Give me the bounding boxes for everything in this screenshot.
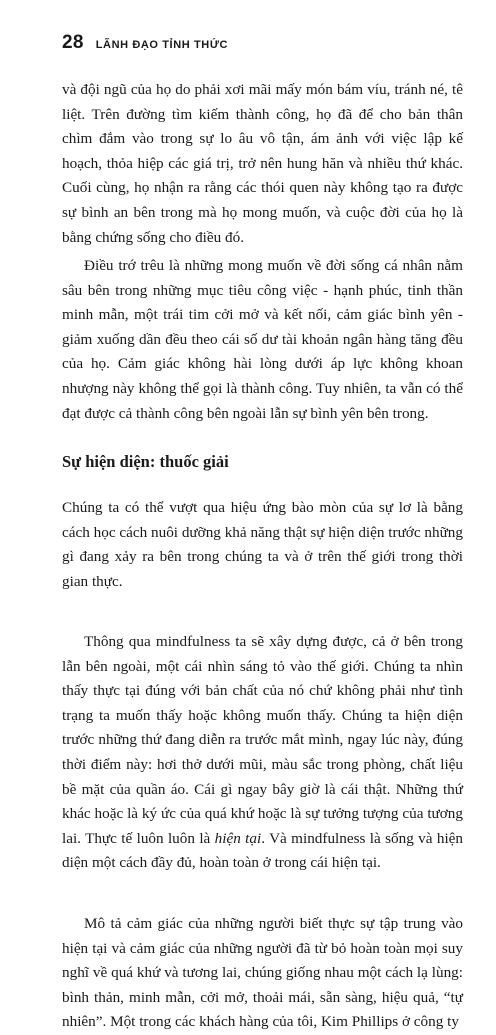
page-number: 28 — [62, 32, 84, 53]
section-paragraph-1 — [62, 496, 463, 594]
paragraph-1 — [62, 78, 463, 250]
section-paragraph-2 — [62, 630, 463, 876]
paragraph-text: Chúng ta có thể vượt qua hiệu ứng bào mòn của sự lơ là bằng cách học cách nuôi dưỡng khả năng thật sự hiện diện trước những gì đang xảy ra bên trong chúng ta và ở trên thế giới trong thời gian thực. — [62, 499, 463, 590]
text-segment: . Và mindfulness là sống và hiện diện một cách đầy đủ, hoàn toàn ở trong cái hiện tại. — [62, 829, 463, 872]
paragraph-text: Điều trớ trêu là những mong muốn về đời sống cá nhân nằm sâu bên trong những mục tiêu công việc - hạnh phúc, tinh thần minh mẫn, một trái tim cởi mở và kết nối, cảm giác bình yên - giảm xuống dần đều theo cái số dư tài khoản ngân hàng tăng đều của họ. Cảm giác không hài lòng dưới áp lực không khoan nhượng này không thể gọi là thành công. Tuy nhiên, ta vẫn có thể đạt được cả thành công bên ngoài lẫn sự bình yên bên trong. — [62, 257, 463, 422]
paragraph-text: Mô tả cảm giác của những người biết thực sự tập trung vào hiện tại và cảm giác của những người đã từ bỏ hoàn toàn mọi suy nghĩ về quá khứ và tương lai, chúng giống nhau một cách lạ lùng: bình thản, minh mẫn, cởi mở, thoải mái, sẵn sàng, hiệu quả, “tự nhiên”. Một trong các khách hàng của tôi, Kim Phillips ở công ty — [62, 915, 463, 1031]
section-paragraph-3 — [62, 912, 463, 1035]
emphasized-text: hiện tại — [214, 829, 262, 847]
paragraph-text: và đội ngũ của họ do phải xơi mãi mấy món bám víu, tránh né, tê liệt. Trên đường tìm kiếm thành công, họ đã để cho bản thân chìm đắm vào trong sự lo âu vô tận, ám ảnh với việc lập kế hoạch, thỏa hiệp các giá trị, trở nên hung hăn và nhiều thứ khác. Cuối cùng, họ nhận ra rằng các thói quen này không tạo ra được sự bình an bên trong mà họ mong muốn, và cuộc đời của họ là bằng chứng sống cho điều đó. — [62, 81, 463, 246]
running-header — [62, 32, 228, 54]
paragraph-2 — [62, 254, 463, 426]
book-title: LÃNH ĐẠO TỈNH THỨC — [95, 39, 229, 51]
text-segment: Thông qua mindfulness ta sẽ xây dựng được, cả ở bên trong lẫn bên ngoài, một cái nhìn sáng tỏ vào thế giới. Chúng ta nhìn thấy thực tại đúng với bản chất của nó chứ không phải như tình trạng ta muốn thấy hoặc không muốn thấy. Chúng ta hiện diện trước những thứ đang diễn ra trước mắt mình, ngay lúc này, đúng thời điểm này: hơi thở dưới mũi, màu sắc trong phòng, chất liệu bề mặt của quần áo. Cái gì ngay bây giờ là cái thật. Những thứ khác hoặc là ký ức của quá khứ hoặc là sự tưởng tượng của tương lai. Thực tế luôn luôn là — [62, 633, 463, 847]
section-heading: Sự hiện diện: thuốc giải — [62, 452, 229, 471]
paragraph-text — [62, 630, 463, 876]
